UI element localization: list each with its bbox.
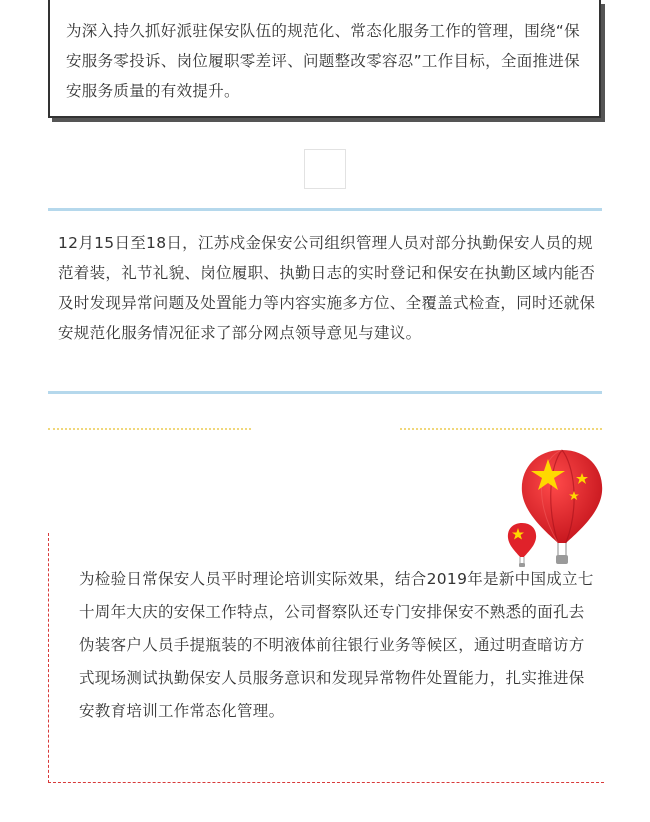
blue-divider-bottom: [48, 391, 602, 394]
inspection-paragraph: 12月15日至18日，江苏戍金保安公司组织管理人员对部分执勤保安人员的规范着装，礼节礼貌、岗位履职、执勤日志的实时登记和保安在执勤区域内能否及时发现异常问题及处置能力等内容实施多方位、全覆盖式检查，同时还就保安规范化服务情况征求了部分网点领导意见与建议。: [58, 234, 596, 342]
dotted-divider-right: [400, 428, 602, 430]
big-balloon-icon: [522, 450, 602, 564]
placeholder-square: [304, 149, 346, 189]
intro-box: [48, 0, 601, 118]
small-balloon-icon: [508, 523, 536, 567]
intro-paragraph: 为深入持久抓好派驻保安队伍的规范化、常态化服务工作的管理，围绕“保安服务零投诉、岗位履职零差评、问题整改零容忍”工作目标，全面推进保安服务质量的有效提升。: [66, 22, 580, 100]
dotted-divider-left: [48, 428, 251, 430]
hot-air-balloons-icon: [500, 445, 610, 575]
blue-divider-top: [48, 208, 602, 211]
training-paragraph: 为检验日常保安人员平时理论培训实际效果，结合2019年是新中国成立七十周年大庆的安保工作特点，公司督察队还专门安排保安不熟悉的面孔去伪装客户人员手提瓶装的不明液体前往银行业务等候区，通过明查暗访方式现场测试执勤保安人员服务意识和发现异常物件处置能力，扎实推进保安教育培训工作常态化管理。: [79, 570, 594, 720]
